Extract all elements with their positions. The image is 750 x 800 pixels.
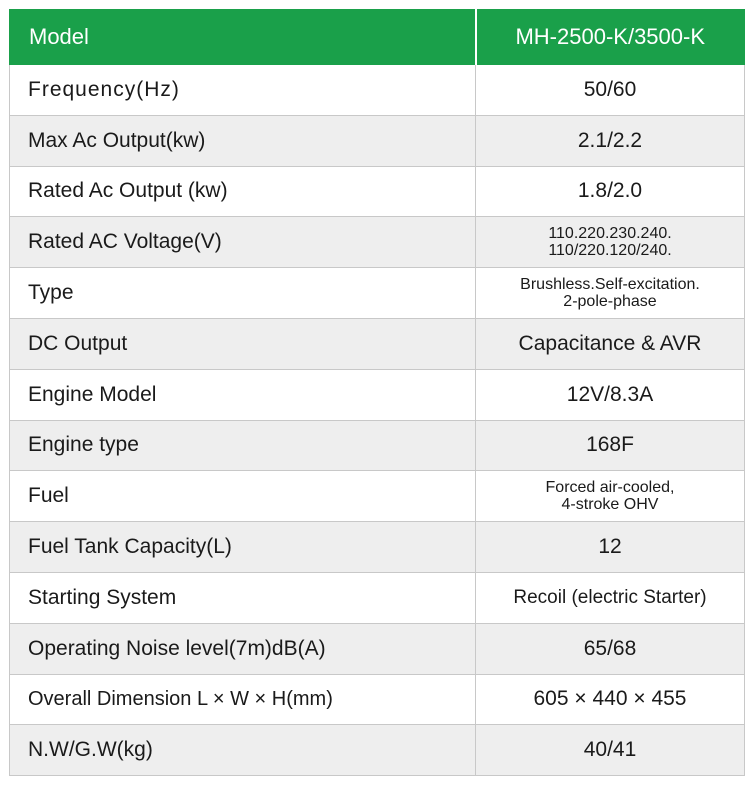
row-label: Frequency(Hz) xyxy=(10,65,476,116)
row-value-line: 110/220.120/240. xyxy=(548,242,672,260)
row-value-line: 168F xyxy=(586,433,634,457)
row-label: Fuel Tank Capacity(L) xyxy=(10,522,476,573)
table-row xyxy=(10,623,745,674)
table-row xyxy=(10,318,745,369)
table-row xyxy=(10,369,745,420)
row-label: Engine Model xyxy=(10,369,476,420)
row-value-line: 50/60 xyxy=(583,77,637,101)
row-value-line: Recoil (electric Starter) xyxy=(513,586,707,608)
table-row xyxy=(10,65,745,116)
row-value-line: 65/68 xyxy=(583,636,637,660)
row-value xyxy=(476,725,745,776)
table-row xyxy=(10,217,745,268)
row-value-line: Brushless.Self-excitation. xyxy=(520,276,700,294)
row-label: DC Output xyxy=(10,318,476,369)
table-row xyxy=(10,572,745,623)
header-label: Model xyxy=(10,10,476,65)
table-row xyxy=(10,674,745,725)
row-value xyxy=(476,471,745,522)
row-label: Rated Ac Output (kw) xyxy=(10,166,476,217)
row-label: Starting System xyxy=(10,572,476,623)
row-value-line: 12 xyxy=(598,535,622,559)
row-label: Rated AC Voltage(V) xyxy=(10,217,476,268)
row-value xyxy=(476,166,745,217)
table-row xyxy=(10,420,745,471)
row-value-line: Capacitance & AVR xyxy=(518,331,702,355)
row-value xyxy=(476,674,745,725)
row-label: Type xyxy=(10,268,476,319)
table-row xyxy=(10,166,745,217)
table-row xyxy=(10,522,745,573)
row-label: Overall Dimension L × W × H(mm) xyxy=(10,674,476,725)
row-label: Operating Noise level(7m)dB(A) xyxy=(10,623,476,674)
row-value xyxy=(476,420,745,471)
row-value xyxy=(476,115,745,166)
header-model-value: MH-2500-K/3500-K xyxy=(476,10,745,65)
row-value-line: 2.1/2.2 xyxy=(577,128,643,152)
row-value-line: 4-stroke OHV xyxy=(561,496,659,514)
row-value xyxy=(476,217,745,268)
row-label: Fuel xyxy=(10,471,476,522)
row-value xyxy=(476,369,745,420)
row-value xyxy=(476,623,745,674)
row-value-line: 12V/8.3A xyxy=(566,382,654,406)
row-value xyxy=(476,65,745,116)
row-value xyxy=(476,318,745,369)
row-value-line: 605 × 440 × 455 xyxy=(533,687,687,711)
row-value-line: 2-pole-phase xyxy=(563,293,657,311)
row-value-line: 40/41 xyxy=(583,738,637,762)
table-row xyxy=(10,268,745,319)
table-row xyxy=(10,725,745,776)
row-label: Max Ac Output(kw) xyxy=(10,115,476,166)
table-row xyxy=(10,115,745,166)
spec-table xyxy=(9,9,745,776)
row-value xyxy=(476,522,745,573)
table-row xyxy=(10,471,745,522)
row-value xyxy=(476,268,745,319)
row-value-line: Forced air-cooled, xyxy=(545,479,675,497)
row-label: N.W/G.W(kg) xyxy=(10,725,476,776)
row-value-line: 110.220.230.240. xyxy=(548,225,672,243)
row-label: Engine type xyxy=(10,420,476,471)
row-value xyxy=(476,572,745,623)
table-header-row xyxy=(10,10,745,65)
row-value-line: 1.8/2.0 xyxy=(577,179,643,203)
